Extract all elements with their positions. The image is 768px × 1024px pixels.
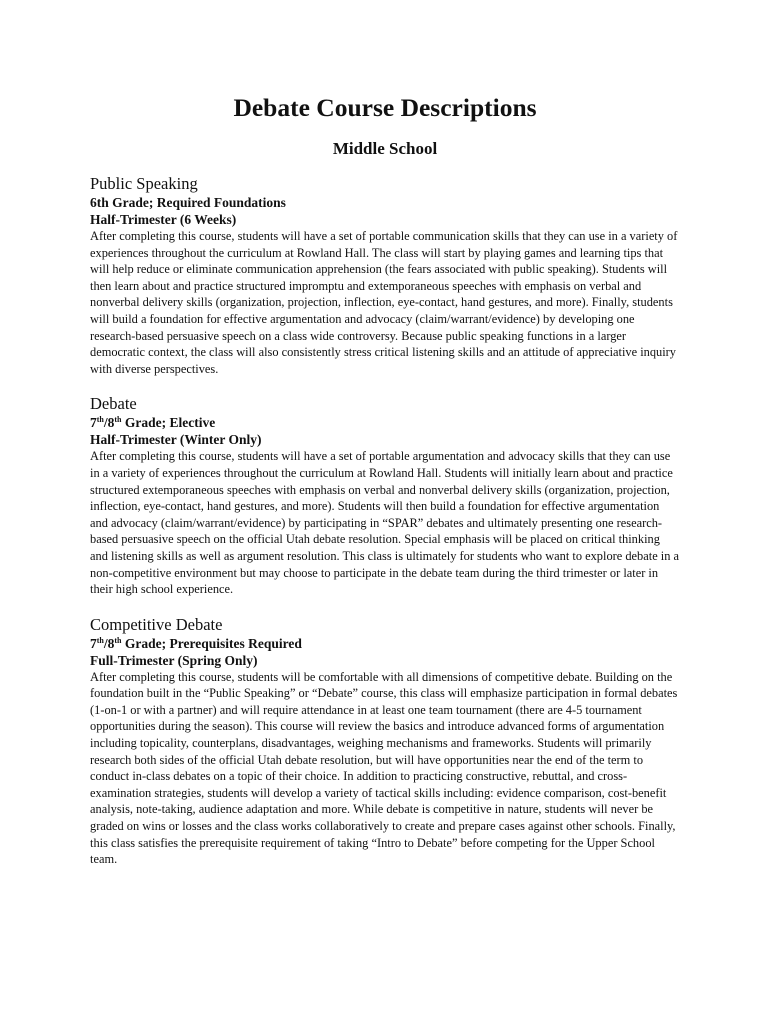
course-debate bbox=[90, 394, 680, 597]
grade-separator: /8 bbox=[103, 415, 115, 431]
grade-number: 7 bbox=[90, 415, 97, 431]
document-title: Debate Course Descriptions bbox=[233, 93, 537, 122]
course-title: Competitive Debate bbox=[90, 614, 223, 634]
course-term: Half-Trimester (Winter Only) bbox=[90, 432, 262, 448]
course-grade: 6th Grade; Required Foundations bbox=[90, 195, 286, 210]
grade-separator: /8 bbox=[103, 635, 115, 651]
grade-text: Grade; Prerequisites Required bbox=[121, 635, 302, 651]
course-description: After completing this course, students will have a set of portable argumentation and advocacy skills that they can use in a variety of experiences throughout the curriculum at Rowland Hall. Students will initially learn about and practice structured extemporaneous speeches with emphasis on verbal and nonverbal delivery skills (organization, projection, inflection, eye-contact, hand gestures, and more). Students will then build a foundation for effective argumentation and advocacy (claim/warrant/evidence) by participating in “SPAR” debates and ultimately presenting one research-based persuasive speech on the official Utah debate resolution. Special emphasis will be placed on critical thinking and listening skills as well as argument resolution. This class is ultimately for students who want to explore debate in a non-competitive environment but may choose to participate in the debate team during the third trimester or later in their high school experience. bbox=[90, 449, 680, 597]
grade-superscript: th bbox=[96, 415, 104, 425]
grade-superscript: th bbox=[114, 635, 122, 645]
course-description: After completing this course, students will be comfortable with all dimensions of competitive debate. Building on the foundation built in the “Public Speaking” or “Debate” course, this class will emphasize participation in formal debates (1-on-1 or with a partner) and will require attendance in at least one team tournament (there are 4-5 tournament opportunities during the season). This course will review the basics and introduce advanced forms of argumentation including topicality, counterplans, disadvantages, weighing mechanisms and frameworks. Students will primarily research both sides of the official Utah debate resolution, but will have opportunities near the end of the term to conduct in-class debates on a topic of their choice. In addition to practicing constructive, rebuttal, and cross-examination strategies, students will develop a variety of tactical skills including: evidence comparison, cost-benefit analysis, note-taking, audience adaptation and more. While debate is competitive in nature, students will never be graded on wins or losses and the class works collaboratively to create and prepare cases against other schools. Finally, this class satisfies the prerequisite requirement of taking “Intro to Debate” before competing for the Upper School team. bbox=[90, 669, 678, 867]
course-title: Debate bbox=[90, 394, 137, 414]
course-term: Half-Trimester (6 Weeks) bbox=[90, 212, 237, 227]
document-subtitle: Middle School bbox=[332, 139, 438, 158]
course-term: Full-Trimester (Spring Only) bbox=[90, 652, 258, 668]
course-public-speaking bbox=[90, 174, 680, 377]
grade-text: Grade; Elective bbox=[121, 415, 216, 431]
course-competitive-debate bbox=[90, 615, 680, 868]
course-grade bbox=[90, 635, 680, 652]
course-grade bbox=[90, 414, 680, 431]
grade-superscript: th bbox=[96, 635, 104, 645]
document-page bbox=[90, 92, 680, 868]
grade-superscript: th bbox=[114, 415, 122, 425]
grade-number: 7 bbox=[90, 635, 97, 651]
course-title: Public Speaking bbox=[90, 174, 198, 193]
course-description: After completing this course, students will have a set of portable communication skills that they can use in a variety of experiences throughout the curriculum at Rowland Hall. The class will start by playing games and learning tips that will help reduce or eliminate communication apprehension (the fears associated with public speaking). Students will then learn about and practice structured impromptu and extemporaneous speeches with emphasis on verbal and nonverbal delivery skills (organization, projection, inflection, eye-contact, hand gestures, and more). Finally, students will build a foundation for effective argumentation and advocacy (claim/warrant/evidence) by developing one research-based persuasive speech on a class wide controversy. Because public speaking functions in a larger democratic context, the class will also consistently stress critical listening skills and an attitude of appreciative inquiry with diverse perspectives. bbox=[90, 229, 678, 376]
